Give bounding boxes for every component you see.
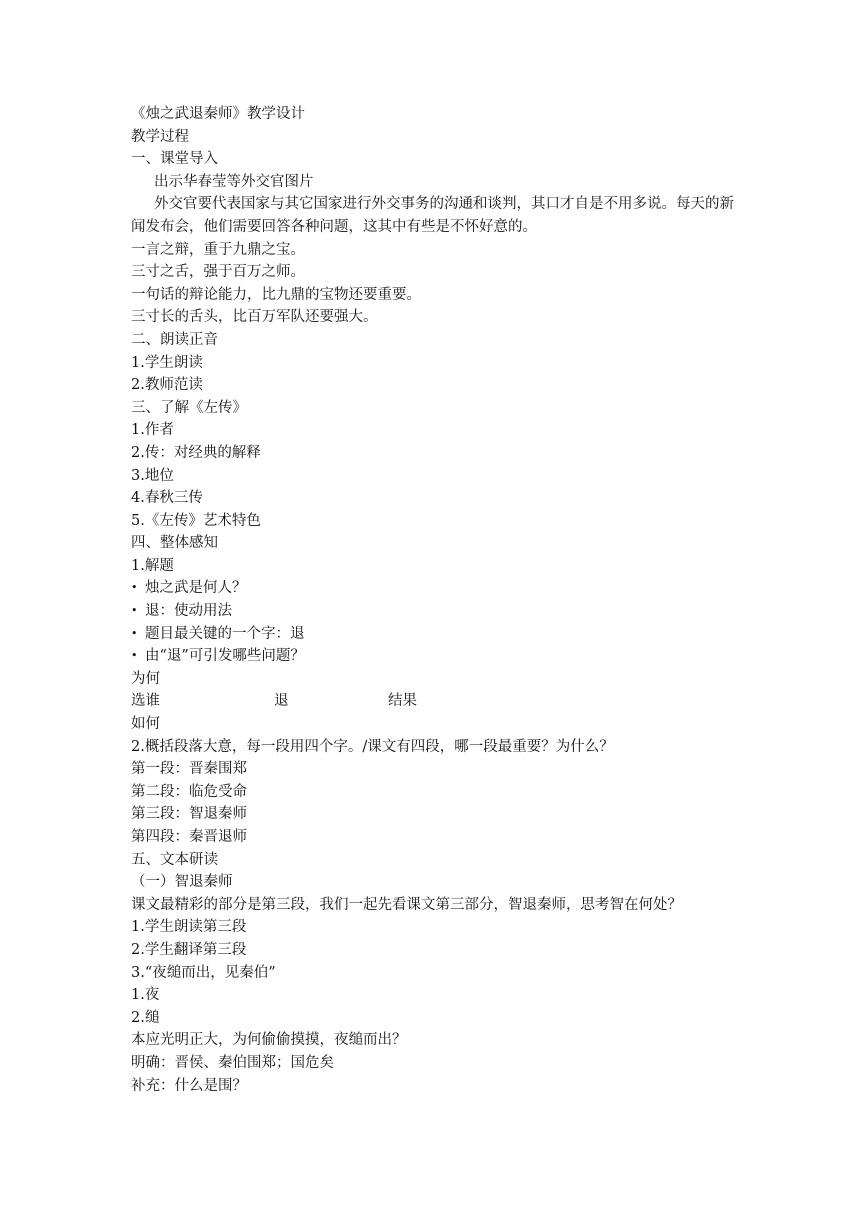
text-line: 课文最精彩的部分是第三段，我们一起先看课文第三部分，智退秦师，思考智在何处？ <box>131 896 682 913</box>
bullet-marker: • <box>131 626 138 640</box>
paragraph-summary: 第四段：秦晋退师 <box>131 829 247 845</box>
bullet-item <box>131 577 741 600</box>
bullet-text: 由“退”可引发哪些问题？ <box>145 648 305 665</box>
section-heading: 一、课堂导入 <box>131 151 218 168</box>
list-item: 2.传：对经典的解释 <box>131 444 261 461</box>
flow-row <box>131 690 741 713</box>
list-item: 5.《左传》艺术特色 <box>131 512 261 529</box>
process-heading: 教学过程 <box>131 128 189 145</box>
text-line: 三寸长的舌头，比百万军队还要强大。 <box>131 309 378 326</box>
bullet-item <box>131 645 741 668</box>
text-line: 2.缒 <box>131 1009 160 1026</box>
bullet-text: 题目最关键的一个字：退 <box>145 625 305 642</box>
text-line: 本应光明正大，为何偷偷摸摸，夜缒而出？ <box>131 1032 407 1049</box>
paragraph-summary: 第二段：临危受命 <box>131 783 247 800</box>
text-line: 2.学生翻译第三段 <box>131 941 247 958</box>
section-heading: 二、朗读正音 <box>131 331 218 348</box>
flow-top: 为何 <box>131 670 160 687</box>
flow-choose: 选谁 <box>131 693 160 710</box>
section-heading: 四、整体感知 <box>131 535 218 552</box>
list-item: 1.作者 <box>131 422 174 439</box>
list-item: 1.学生朗读 <box>131 354 203 371</box>
text-line: 明确：晋侯、秦伯围郑；国危矣 <box>131 1054 334 1071</box>
bullet-marker: • <box>131 649 138 663</box>
sub-heading: （一）智退秦师 <box>131 874 233 891</box>
flow-retreat: 退 <box>274 693 289 710</box>
flow-result: 结果 <box>388 693 417 710</box>
sub-heading: 2.概括段落大意，每一段用四个字。/课文有四段，哪一段最重要？为什么？ <box>131 738 614 755</box>
paragraph-summary: 第一段：晋秦围郑 <box>131 761 247 778</box>
flow-bottom: 如何 <box>131 716 160 733</box>
sub-heading: 1.解题 <box>131 557 174 574</box>
bullet-marker: • <box>131 581 138 595</box>
list-item: 3.地位 <box>131 467 174 484</box>
text-line: 一句话的辩论能力，比九鼎的宝物还要重要。 <box>131 286 421 303</box>
intro-paragraph: 外交官要代表国家与其它国家进行外交事务的沟通和谈判，其口才自是不用多说。每天的新闻发布会，他们需要回答各种问题，这其中有些是不怀好意的。 <box>131 196 734 235</box>
bullet-item <box>131 623 741 646</box>
document-body <box>131 103 741 1097</box>
text-line: 三寸之舌，强于百万之师。 <box>131 264 305 281</box>
section-heading: 三、了解《左传》 <box>131 399 247 416</box>
text-line: 一言之辩，重于九鼎之宝。 <box>131 241 305 258</box>
text-line: 1.学生朗读第三段 <box>131 919 247 936</box>
text-line: 补充：什么是围？ <box>131 1077 247 1094</box>
bullet-item <box>131 600 741 623</box>
section-heading: 五、文本研读 <box>131 851 218 868</box>
bullet-text: 烛之武是何人？ <box>145 580 247 597</box>
list-item: 2.教师范读 <box>131 377 203 394</box>
picture-note: 出示华春莹等外交官图片 <box>154 173 314 190</box>
bullet-marker: • <box>131 604 138 618</box>
paragraph-summary: 第三段：智退秦师 <box>131 806 247 823</box>
document-title: 《烛之武退秦师》教学设计 <box>131 106 305 122</box>
text-line: 1.夜 <box>131 987 160 1004</box>
bullet-text: 退：使动用法 <box>145 603 232 620</box>
list-item: 4.春秋三传 <box>131 490 203 507</box>
text-line: 3.“夜缒而出，见秦伯” <box>131 964 276 981</box>
